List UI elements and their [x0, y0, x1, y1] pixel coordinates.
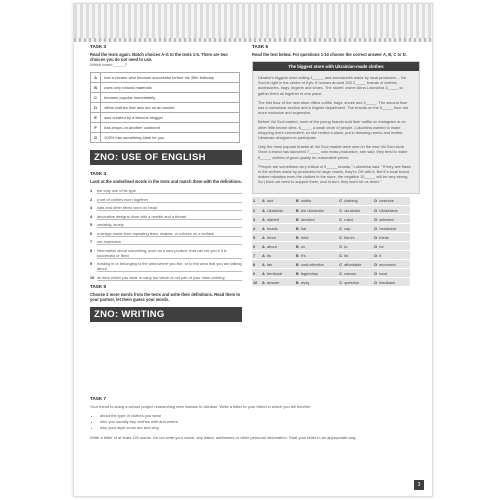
item-text[interactable]: an item which you wear or carry but which is not part of your main clothing	[97, 275, 242, 281]
header-ornament-border	[74, 38, 432, 42]
option-row	[91, 73, 240, 83]
definition-item	[90, 214, 242, 220]
choice-letter: A	[262, 207, 265, 213]
choice-row	[252, 215, 410, 224]
choice-text: cost-effective	[300, 261, 324, 267]
choice-option-b[interactable]	[295, 242, 338, 251]
choice-letter: A	[262, 243, 265, 249]
option-letter: C	[91, 93, 101, 103]
task6-instruction: Read the text below. For questions 1-10 choose the correct answer A, B, C or D.	[252, 52, 407, 57]
choice-letter: D	[374, 234, 378, 240]
choice-text: narrow	[344, 270, 357, 276]
choice-text: economic	[379, 261, 396, 267]
choice-row	[252, 224, 410, 233]
choice-option-d[interactable]	[373, 242, 410, 251]
option-letter: F	[91, 123, 101, 133]
choice-letter: B	[295, 216, 299, 222]
choice-letter: D	[374, 243, 378, 249]
item-text[interactable]: decorative designs done with a needle and a thread	[97, 214, 242, 220]
choice-text: to	[344, 243, 348, 249]
choice-option-a[interactable]	[261, 260, 295, 269]
task5-title: TASK 5	[90, 283, 106, 289]
choice-text: ruled	[344, 216, 353, 222]
question-number: 2	[252, 206, 261, 215]
definition-item	[90, 239, 242, 245]
item-number: 8	[90, 247, 93, 253]
choice-letter: C	[339, 279, 342, 285]
choice-letter: C	[339, 225, 342, 231]
task7-bullets	[100, 413, 420, 431]
option-row	[91, 93, 240, 103]
option-text: uses only natural materials	[101, 83, 240, 93]
reading-text-title: The biggest store with Ukrainian-made clothes	[253, 62, 419, 71]
choice-row	[252, 269, 410, 278]
option-text: 100% has something ideal for you	[101, 133, 240, 143]
task4-definitions	[90, 188, 242, 281]
choice-option-d[interactable]	[373, 278, 410, 287]
choice-letter: D	[374, 225, 378, 231]
choice-letter: B	[295, 234, 299, 240]
choice-text: costume	[379, 198, 394, 204]
choice-text: thirds	[379, 234, 389, 240]
choice-letter: B	[295, 261, 299, 267]
option-letter: G	[91, 133, 101, 143]
choice-text: third's	[344, 234, 355, 240]
option-row	[91, 83, 240, 93]
choice-option-a[interactable]	[261, 233, 295, 242]
item-number: 4	[90, 213, 93, 219]
question-number: 1	[252, 197, 261, 206]
item-number: 9	[90, 261, 93, 266]
option-text: offers clothes that also act as an amulet	[101, 103, 240, 113]
choice-row	[252, 260, 410, 269]
reading-paragraph: Only the most popular brands at Vsi Svoi market were seen in the new Vsi Svoi store. Once a brand has launched 7_____ own mass production, she said, they tend to make 8_____ clothes of good quality for reasonable prices.	[258, 144, 408, 160]
choice-option-c[interactable]	[338, 260, 373, 269]
choice-letter: D	[374, 216, 378, 222]
choice-text: outfits	[300, 198, 312, 204]
choice-option-c[interactable]	[338, 197, 373, 206]
choice-option-c[interactable]	[338, 242, 373, 251]
option-letter: A	[91, 73, 101, 83]
choice-option-b[interactable]	[295, 206, 338, 215]
reading-paragraph: Before Vsi Svoi started, most of the young brands sold their outfits on Instagram or on other little-known sites. 6_____ a small circle of people. Lukovkina wanted to make shopping more convenient, so she rented a place, put in dressing rooms and invited Ukrainian designers to participate.	[258, 119, 406, 141]
question-number: 9	[252, 269, 261, 278]
choice-text: question	[344, 279, 359, 285]
question-number: 4	[252, 224, 261, 233]
choice-text: started	[267, 216, 279, 222]
option-letter: E	[91, 113, 101, 123]
item-number: 6	[90, 230, 93, 236]
task7-title: TASK 7	[90, 396, 106, 401]
choice-text: for	[379, 243, 384, 249]
choice-text: third	[300, 234, 309, 240]
answer-choices-table	[252, 197, 410, 288]
question-number: 7	[252, 251, 261, 260]
choice-text: reply	[300, 279, 310, 285]
task4-instruction: Look at the underlined words in the texts and match them with the definitions.	[90, 179, 242, 184]
question-number: 8	[252, 260, 261, 269]
option-text: became popular immediately	[101, 93, 240, 103]
choice-text: heads	[267, 225, 278, 231]
zno-writing-banner: ZNO: WRITING	[90, 307, 242, 322]
choice-text: Ukrainians	[379, 207, 398, 213]
definition-item	[90, 222, 242, 228]
option-text: has a creator who became successful before his 30th birthday	[101, 73, 240, 83]
choice-text: territorial	[267, 270, 283, 276]
item-number: 2	[90, 196, 93, 202]
choice-text: affordable	[344, 261, 362, 267]
definition-item	[90, 275, 242, 281]
task7-intro: Your friend is doing a school project researching teen fashion in Ukraine. Write a letter to your friend in which you tell him/her	[90, 404, 311, 409]
option-letter: B	[91, 83, 101, 93]
choice-text: fair	[267, 261, 273, 267]
reading-paragraph: Ukraine's biggest store selling 1_____ and accessories made by local producers – Vsi Svoi is right in the centre of Kyiv. It houses around 150 2_____ brands of clothes, accessories, bags, lingerie and shoes. The stores' owner Anna Lukovkina 3_____ to gather them all together in one place.	[258, 75, 407, 96]
choice-letter: A	[262, 216, 265, 222]
item-text[interactable]: certainly, surely	[97, 222, 242, 228]
question-number: 6	[252, 242, 261, 251]
choice-text: headwear	[379, 225, 397, 231]
choice-text: cap	[344, 225, 351, 231]
choice-letter: C	[339, 252, 342, 258]
task3-prompt: Which brand _____?	[90, 62, 127, 67]
item-text[interactable]: existing in or belonging to the area where you live, or to the area that you are talking about	[97, 261, 242, 271]
choice-text: it	[379, 252, 382, 258]
option-row	[91, 103, 240, 113]
question-number: 3	[252, 215, 261, 224]
choice-letter: A	[262, 198, 265, 204]
choice-letter: C	[339, 243, 342, 249]
choice-option-b[interactable]	[295, 260, 338, 269]
choice-letter: B	[295, 279, 299, 285]
choice-text: its	[267, 252, 271, 258]
choice-text: selected	[379, 216, 394, 222]
choice-option-d[interactable]	[373, 197, 410, 206]
choice-row	[252, 251, 410, 260]
choice-letter: B	[295, 225, 299, 231]
choice-option-a[interactable]	[261, 224, 295, 233]
item-number: 1	[90, 188, 93, 193]
choice-option-a[interactable]	[261, 269, 295, 278]
item-text[interactable]: a design made from repeating lines, shapes, or colours on a surface	[97, 231, 242, 237]
choice-text: it's	[300, 252, 306, 258]
choice-option-c[interactable]	[338, 251, 373, 260]
workbook-page	[73, 3, 433, 497]
choice-text: local	[379, 270, 388, 276]
definition-item	[90, 248, 242, 259]
choice-option-b[interactable]	[295, 233, 338, 242]
choice-text: hat	[300, 225, 307, 231]
item-text[interactable]: not expensive	[97, 239, 242, 245]
choice-text: feedback	[379, 279, 396, 285]
choice-option-d[interactable]	[373, 251, 410, 260]
choice-letter: A	[262, 234, 265, 240]
reading-text-box	[252, 61, 420, 194]
choice-option-d[interactable]	[373, 260, 410, 269]
choice-option-b[interactable]	[295, 197, 338, 206]
left-column	[90, 44, 242, 322]
choice-text: about	[267, 243, 277, 249]
choice-text: decided	[300, 216, 315, 222]
task4-title: TASK 4	[90, 171, 106, 176]
choice-text: clothing	[344, 198, 358, 204]
choice-row	[252, 278, 410, 287]
item-text[interactable]: a set of clothes worn together	[97, 197, 242, 203]
option-row	[91, 123, 240, 133]
choice-option-c[interactable]	[338, 269, 373, 278]
page-number: 3	[414, 480, 424, 490]
choice-option-d[interactable]	[373, 215, 410, 224]
bullet-item: • why your style icons are and why.	[100, 425, 420, 431]
task7-section	[90, 396, 420, 440]
choice-text: suit	[267, 198, 274, 204]
choice-option-c[interactable]	[338, 224, 373, 233]
choice-option-a[interactable]	[261, 197, 295, 206]
option-text: has shops on another continent	[101, 123, 240, 133]
choice-option-a[interactable]	[261, 251, 295, 260]
reading-paragraph: "People are sometimes very critical of 9_____ brands," Lukovkina said. "If they see flaws in the clothes made by producers for large chains, they're OK with it. But if a local brand makes mistakes even the clothes in the store, the negative 10_____ will be very strong. So I think we need to support them, and in turn, they won't let us down."	[258, 163, 411, 185]
choice-letter: B	[295, 243, 299, 249]
choice-option-c[interactable]	[338, 206, 373, 215]
option-letter: D	[91, 103, 101, 113]
bullet-item: • who you usually buy clothes with and where	[100, 419, 420, 425]
choice-option-a[interactable]	[261, 215, 295, 224]
choice-letter: C	[339, 216, 342, 222]
choice-text: on	[300, 243, 306, 249]
item-number: 10	[90, 274, 95, 280]
choice-row	[252, 242, 410, 251]
item-number: 7	[90, 239, 93, 244]
choice-option-b[interactable]	[295, 215, 338, 224]
choice-text: ukrainian	[344, 207, 360, 213]
choice-option-c[interactable]	[338, 278, 373, 287]
choice-letter: D	[374, 270, 378, 276]
choice-letter: B	[295, 270, 299, 276]
task6-title: TASK 6	[252, 44, 268, 49]
option-row	[91, 113, 240, 123]
choice-option-b[interactable]	[295, 269, 338, 278]
task3-options-table	[90, 72, 240, 143]
choice-letter: A	[262, 225, 265, 231]
choice-letter: D	[374, 261, 378, 267]
choice-letter: C	[339, 270, 342, 276]
task7-outro: Write a letter of at least 120 words. Do not write your name, any dates, addresses or other personal information. Start your letter in an appropriate way.	[90, 435, 357, 440]
task3-title: TASK 3	[90, 44, 106, 49]
choice-letter: C	[339, 207, 342, 213]
choice-option-a[interactable]	[261, 206, 295, 215]
item-number: 3	[90, 205, 93, 210]
question-number: 5	[252, 233, 261, 242]
definition-item	[90, 205, 242, 211]
choice-letter: D	[374, 279, 378, 285]
choice-option-d[interactable]	[373, 269, 410, 278]
question-number: 10	[252, 278, 261, 287]
definition-item	[90, 188, 242, 194]
definition-item	[90, 261, 242, 272]
choice-option-b[interactable]	[295, 278, 338, 287]
choice-letter: B	[295, 207, 299, 213]
choice-text: answer	[267, 279, 280, 285]
definition-item	[90, 231, 242, 237]
choice-text: three	[267, 234, 276, 240]
reading-paragraph: The first floor of the new store offers outfits, bags, shoes and 4_____. The second floor has a menswear section and a lingerie department. The brands on the 5_____ floor are more exclusive and expensive.	[258, 99, 409, 116]
choice-letter: A	[262, 270, 265, 276]
choice-text: the Ukrainian	[300, 207, 324, 213]
choice-option-d[interactable]	[373, 206, 410, 215]
task5-instruction: Choose 3 more words from the texts and write their definitions. Read them to your partner, let them guess your words.	[90, 291, 241, 302]
choice-letter: D	[374, 198, 378, 204]
item-text[interactable]: hats and other items worn on head	[97, 205, 242, 211]
item-text[interactable]: the only one of its type	[97, 188, 242, 194]
choice-text: Ukrainian	[267, 207, 284, 213]
choice-row	[252, 206, 410, 215]
choice-text: its'	[344, 252, 349, 258]
choice-option-c[interactable]	[338, 233, 373, 242]
definition-item	[90, 197, 242, 203]
choice-letter: C	[339, 198, 342, 204]
choice-option-a[interactable]	[261, 278, 295, 287]
task3-instruction: Read the texts again. Match choices A-G to the texts 1-5. There are two choices you do not need to use.	[90, 52, 228, 62]
choice-letter: A	[262, 261, 265, 267]
option-text: was created by a famous blogger	[101, 113, 240, 123]
choice-letter: A	[262, 252, 265, 258]
choice-letter: A	[262, 279, 265, 285]
choice-letter: C	[339, 261, 342, 267]
choice-letter: D	[374, 207, 378, 213]
option-row	[91, 133, 240, 143]
choice-text: legendary	[300, 270, 318, 276]
choice-option-d[interactable]	[373, 233, 410, 242]
choice-option-d[interactable]	[373, 224, 410, 233]
choice-option-b[interactable]	[295, 224, 338, 233]
choice-letter: D	[374, 252, 378, 258]
choice-letter: B	[295, 252, 299, 258]
zno-english-banner: ZNO: USE OF ENGLISH	[90, 150, 242, 165]
choice-option-b[interactable]	[295, 251, 338, 260]
item-text[interactable]: information about something, such as a new product, that can tell you if it is successful or liked	[97, 248, 242, 259]
choice-letter: B	[295, 198, 299, 204]
bullet-item: • about the type of clothes you wear	[100, 413, 420, 419]
choice-letter: C	[339, 234, 342, 240]
item-number: 5	[90, 222, 93, 227]
header-ornament	[74, 4, 432, 38]
right-column	[252, 44, 420, 287]
choice-row	[252, 197, 410, 206]
choice-option-c[interactable]	[338, 215, 373, 224]
choice-option-a[interactable]	[261, 242, 295, 251]
choice-row	[252, 233, 410, 242]
